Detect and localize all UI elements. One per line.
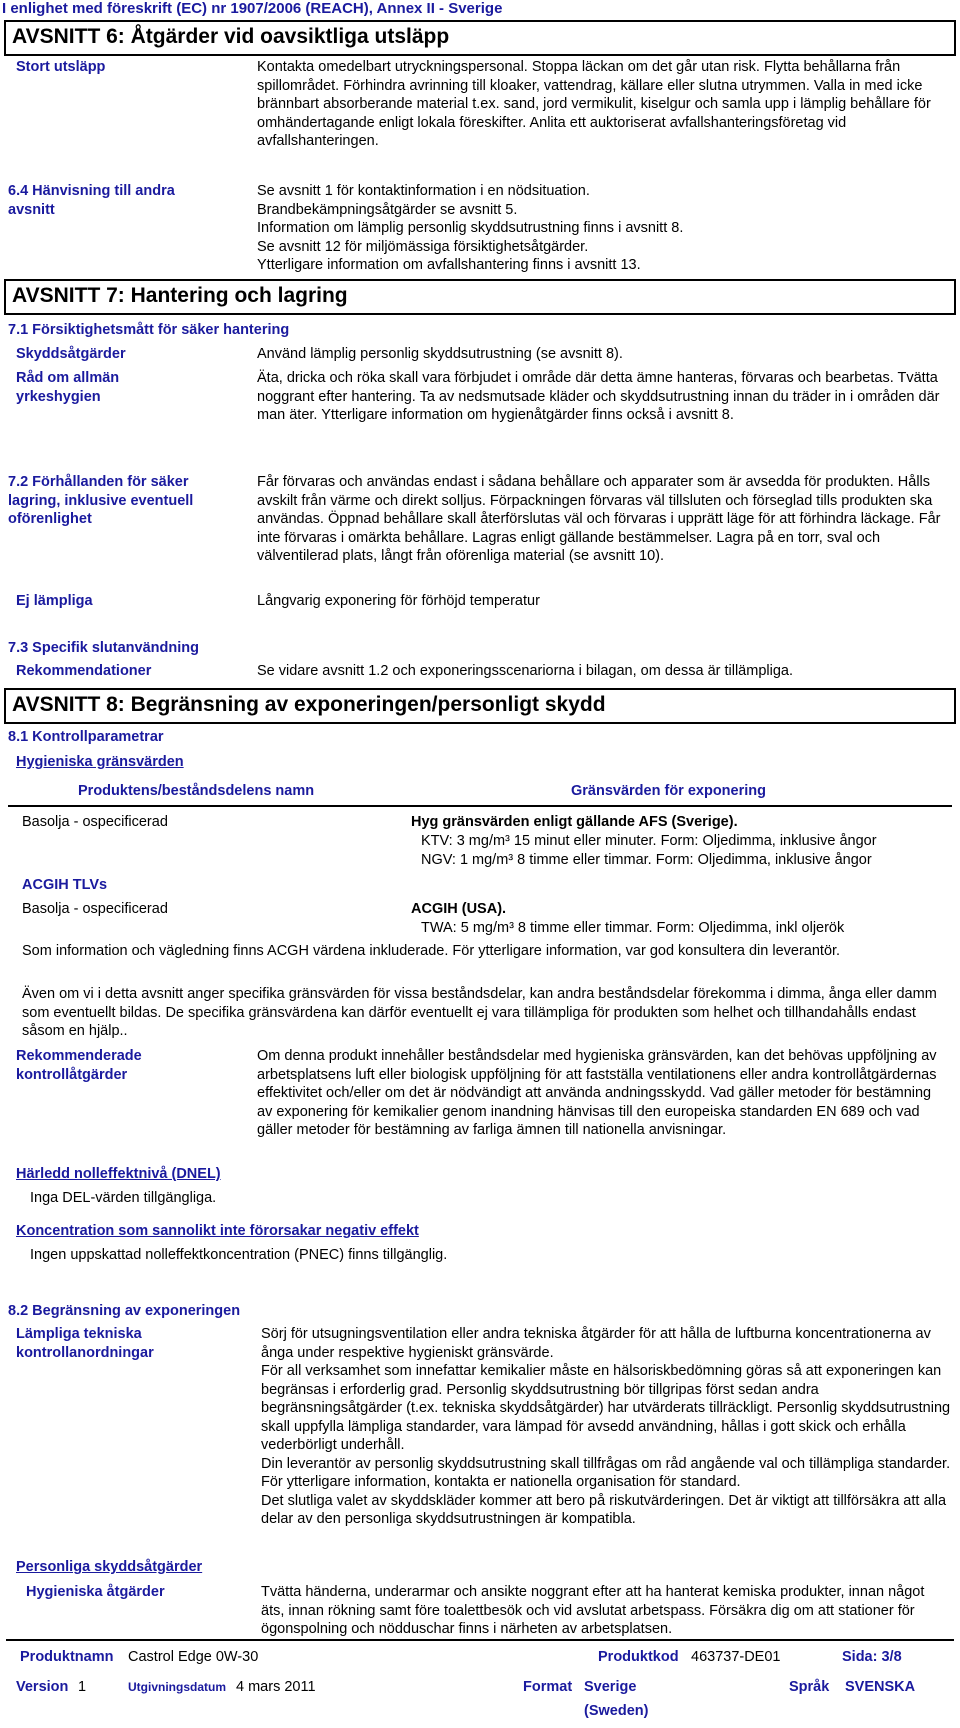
table-header-limits: Gränsvärden för exponering (571, 783, 766, 799)
section-8-1-heading: 8.1 Kontrollparametrar (8, 729, 164, 745)
product-code-value: 463737-DE01 (691, 1649, 781, 1665)
unsuitable-label: Ej lämpliga (16, 593, 93, 609)
product-code-label: Produktkod (598, 1649, 679, 1665)
dnel-label: Härledd nolleffektnivå (DNEL) (16, 1166, 221, 1182)
ref-line: Ytterligare information om avfallshantering finns i avsnitt 13. (257, 257, 641, 273)
row1-name: Basolja - ospecificerad (22, 814, 168, 830)
regulation-header: I enlighet med föreskrift (EC) nr 1907/2006 (REACH), Annex II - Sverige (2, 0, 503, 17)
large-spill-label: Stort utsläpp (16, 59, 106, 75)
limits-note: Även om vi i detta avsnitt anger specifika gränsvärden för vissa beståndsdelar, kan andra beståndsdelar förekomma i dimma, ånga eller damm som eventuellt bildas. De specifika gränsvärdena kan därför eventuellt ej vara tillämpliga för produkten som helhet och tillhandahålls endast såsom en hjälp.. (22, 986, 937, 1039)
engineering-controls-label: Lämpliga tekniska kontrollanordningar (16, 1326, 154, 1361)
section-6-title: AVSNITT 6: Åtgärder vid oavsiktliga utsläpp (4, 20, 956, 56)
eng-paragraph: Det slutliga valet av skyddskläder kommer att bero på riskutvärderingen. Det är viktigt att tillförsäkra att alla delar av den personliga skyddsutrustningen är kompatibla. (261, 1492, 947, 1527)
hygiene-measures-text: Tvätta händerna, underarmar och ansikte noggrant efter att ha hanterat kemiska produkter, innan något äts, innan rökning samt före toalettbesök och vid avslutat arbetspass. Försäkra dig om att stationer för ögonspolning och nödduschar finns i närheten av arbetsplatsen. (261, 1584, 925, 1637)
large-spill-text: Kontakta omedelbart utryckningspersonal. Stoppa läckan om det går utan risk. Flytta behållarna från spillområdet. Förhindra avrinning till kloaker, vattendrag, källare eller slutna utrymmen. Valla in med icke brännbart absorberande material t.ex. sand, jord vermikulit, kiselgur och samla upp i lämplig behållare för omhändertagande enligt lokala föreskifter. Anlita ett auktoriserat avfallshanteringsföretag vid avfallshanteringen. (257, 59, 931, 149)
protective-measures-text: Använd lämplig personlig skyddsutrustning (se avsnitt 8). (257, 346, 623, 362)
hygiene-advice-text: Äta, dricka och röka skall vara förbjudet i område där detta ämne hanteras, förvaras och bearbetas. Tvätta noggrant efter hantering. Ta av nedsmutsade kläder och skyddsutrustning innan du träder in i områden där man äter. Ytterligare information om hygienåtgärder finns också i avsnitt 8. (257, 370, 940, 423)
engineering-controls-text (261, 1325, 951, 1529)
acgih-label: ACGIH TLVs (22, 877, 108, 893)
section-8-2-heading: 8.2 Begränsning av exponeringen (8, 1303, 241, 1319)
version-label: Version (16, 1679, 69, 1695)
row2-twa: TWA: 5 mg/m³ 8 timme eller timmar. Form: Oljedimma, inkl oljerök (421, 920, 845, 936)
table-header-name: Produktens/beståndsdelens namn (78, 783, 315, 799)
unsuitable-text: Långvarig exponering för förhöjd temperatur (257, 593, 540, 609)
row1-ngv: NGV: 1 mg/m³ 8 timme eller timmar. Form: Oljedimma, inklusive ångor (421, 852, 872, 868)
eng-paragraph: Sörj för utsugningsventilation eller andra tekniska åtgärder för att hålla de luftburna koncentrationerna av ånga under respektive hygieniskt gränsvärde. (261, 1326, 931, 1361)
protective-measures-label: Skyddsåtgärder (16, 346, 126, 362)
product-name-value: Castrol Edge 0W-30 (128, 1649, 259, 1665)
footer (0, 1648, 960, 1728)
pnec-label: Koncentration som sannolikt inte förorsakar negativ effekt (16, 1223, 419, 1239)
dnel-text: Inga DEL-värden tillgängliga. (30, 1190, 217, 1206)
recommendations-label: Rekommendationer (16, 663, 152, 679)
issue-date-label: Utgivningsdatum (128, 1680, 226, 1694)
section-7-title: AVSNITT 7: Hantering och lagring (4, 279, 956, 315)
hygiene-limits-heading: Hygieniska gränsvärden (16, 754, 184, 770)
format-value: Sverige (584, 1679, 637, 1695)
eng-paragraph: Din leverantör av personlig skyddsutrustning skall tillfrågas om råd angående val och tillämpliga standarder. För ytterligare information, kontakta er nationella organisation för standard. (261, 1455, 951, 1490)
recommendations-text: Se vidare avsnitt 1.2 och exponeringsscenariorna i bilagan, om dessa är tillämpliga. (257, 663, 793, 679)
ref-line: Se avsnitt 1 för kontaktinformation i en nödsituation. (257, 183, 590, 199)
product-name-label: Produktnamn (20, 1649, 114, 1665)
language-value: SVENSKA (845, 1679, 916, 1695)
hygiene-advice-label: Råd om allmän yrkeshygien (16, 370, 120, 405)
row1-head: Hyg gränsvärden enligt gällande AFS (Sverige). (411, 814, 738, 830)
version-value: 1 (78, 1679, 87, 1695)
monitoring-label: Rekommenderade kontrollåtgärder (16, 1048, 142, 1083)
acgih-note: Som information och vägledning finns ACGH värdena inkluderade. För ytterligare information, var god konsultera din leverantör. (22, 943, 841, 959)
row2-name: Basolja - ospecificerad (22, 901, 168, 917)
format-label: Format (523, 1679, 573, 1695)
row1-ktv: KTV: 3 mg/m³ 15 minut eller minuter. Form: Oljedimma, inklusive ångor (421, 833, 877, 849)
section-7-1-heading: 7.1 Försiktighetsmått för säker hantering (8, 322, 290, 338)
hygiene-measures-label: Hygieniska åtgärder (26, 1584, 165, 1600)
format-value-country: (Sweden) (584, 1703, 649, 1719)
storage-text: Får förvaras och användas endast i sådana behållare och apparater som är avsedda för produkten. Hålls avskilt från värme och direkt solljus. Förpackningen förvaras väl tillsluten och förseglad tills produkten ska användas. Öppnad behållare skall återförslutas väl och förvaras i upprätt läge för att förhindra läckage. Får inte förvaras i omärkta behållare. Lagras enligt gällande bestämmelser. Lagra på en torr, sval och välventilerad plats, långt från oförenliga material (se avsnitt 10). (257, 474, 941, 564)
section-7-3-heading: 7.3 Specifik slutanvändning (8, 640, 199, 656)
section-8-title: AVSNITT 8: Begränsning av exponeringen/personligt skydd (4, 688, 956, 724)
section-7-2-heading: 7.2 Förhållanden för säker lagring, inklusive eventuell oförenlighet (8, 474, 194, 527)
monitoring-text: Om denna produkt innehåller beståndsdelar med hygieniska gränsvärden, kan det behövas uppföljning av arbetsplatsens luft eller biologisk uppföljning för att fastställa ventilationens eller andra kontrollåtgärdernas effektivitet och/eller om det är nödvändigt att använda andningsskydd. Vad gäller metoder för bestämning av exponering för kemikalier genom inandning hänvisas till den europeiska standarden EN 689 och vad gäller metoder för bestämning av farliga ämnen till nationella anvisningar. (257, 1048, 937, 1138)
row2-head: ACGIH (USA). (411, 901, 507, 917)
ppe-label: Personliga skyddsåtgärder (16, 1559, 203, 1575)
pnec-text: Ingen uppskattad nolleffektkoncentration (PNEC) finns tillgänglig. (30, 1247, 448, 1263)
ref-line: Information om lämplig personlig skyddsutrustning finns i avsnitt 8. (257, 220, 684, 236)
language-label: Språk (789, 1679, 830, 1695)
footer-top-rule (6, 1639, 954, 1641)
eng-paragraph: För all verksamhet som innefattar kemikalier måste en hälsoriskbedömning göras så att exponeringen kan begränsas i erforderlig grad. Personlig skyddsutrustning bör tillgripas först sedan andra begränsningsåtgärder (t.ex. tekniska skyddsåtgärder) har utvärderats tillräckligt. Personlig skyddsutrustning skall uppfylla lämpliga standarder, vara lämpad för avsedd användning, hållas i gott skick och erhålla vederbörligt underhåll. (261, 1363, 951, 1453)
page-number: Sida: 3/8 (842, 1649, 902, 1665)
table-rule (8, 805, 952, 807)
section-6-4-label: 6.4 Hänvisning till andra avsnitt (8, 183, 175, 218)
ref-line: Se avsnitt 12 för miljömässiga försiktighetsåtgärder. (257, 238, 589, 255)
ref-line: Brandbekämpningsåtgärder se avsnitt 5. (257, 201, 518, 218)
section-6-4-refs (257, 182, 947, 275)
issue-date-value: 4 mars 2011 (236, 1679, 316, 1695)
